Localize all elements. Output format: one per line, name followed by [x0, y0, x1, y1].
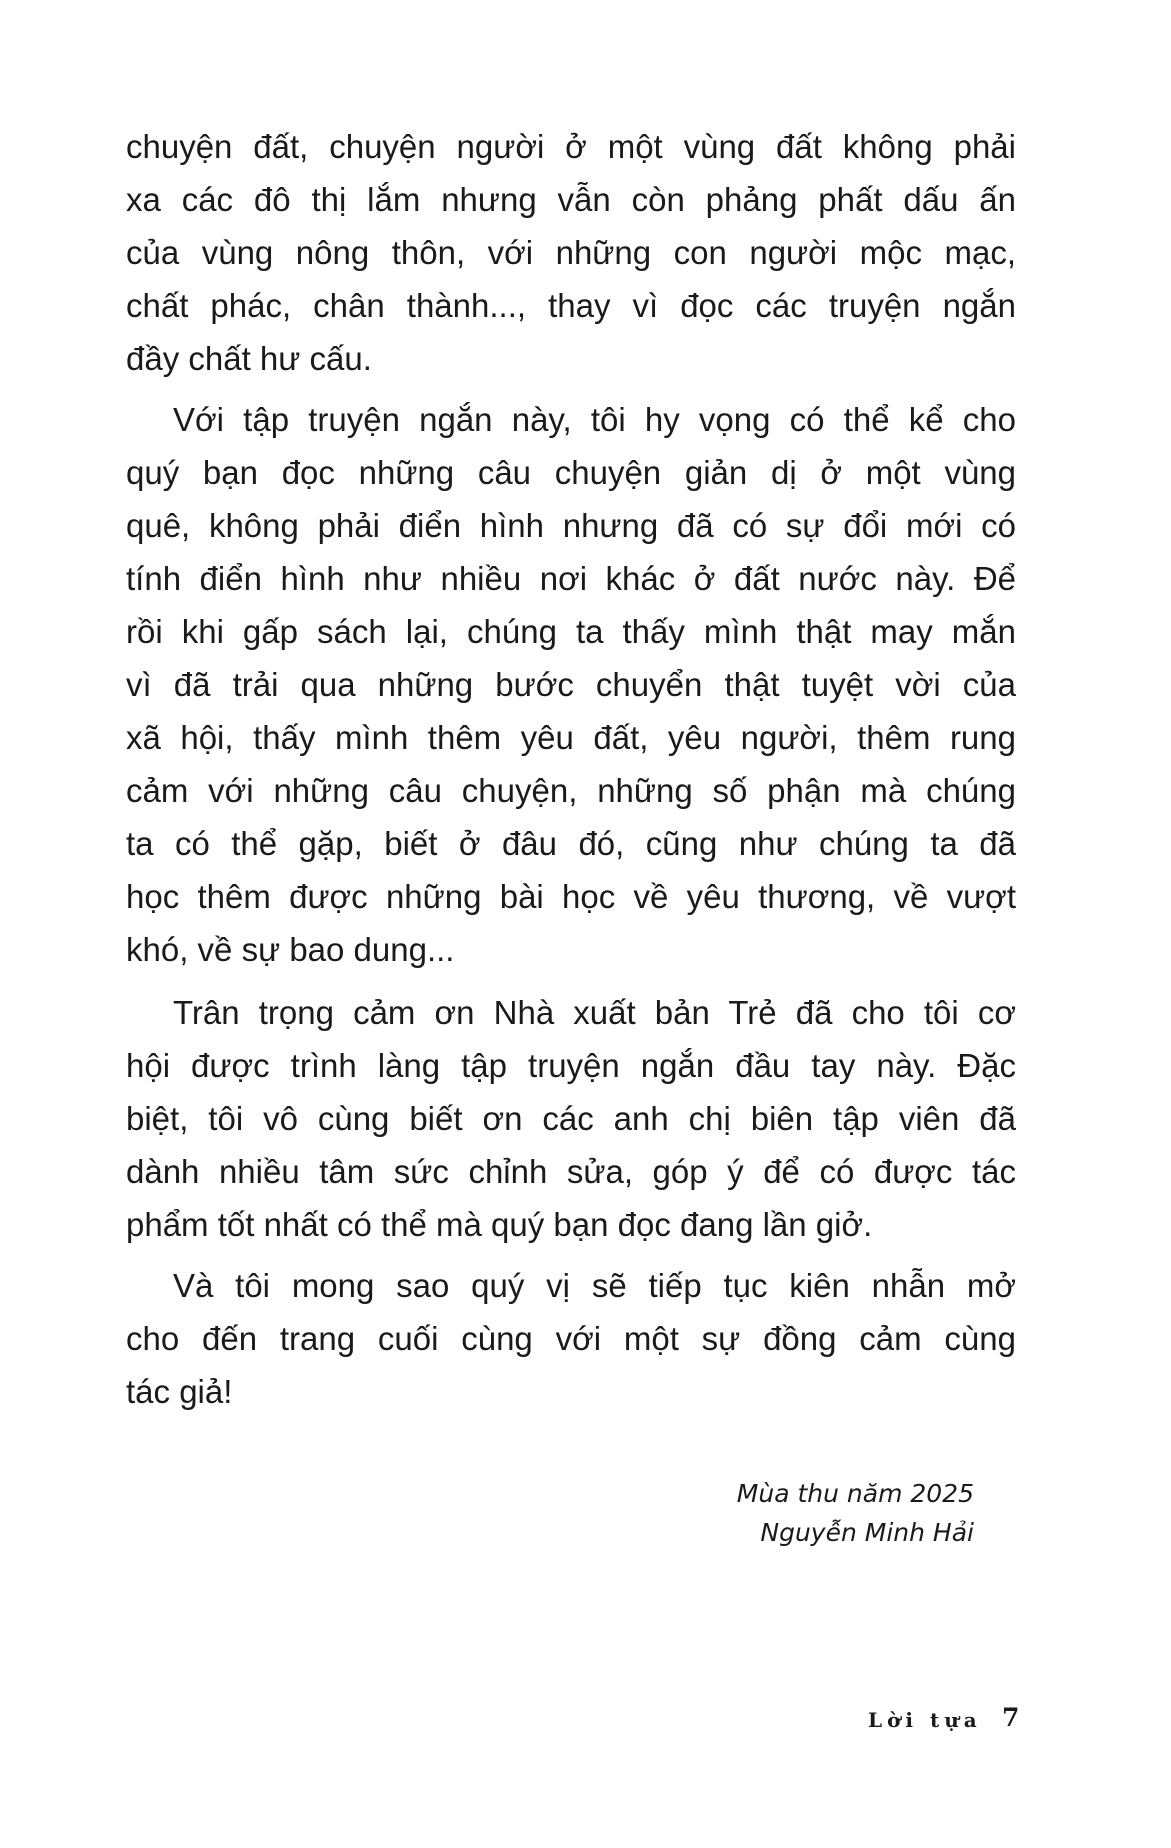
signature-date: Mùa thu năm 2025 [736, 1479, 974, 1508]
text-line: vì đã trải qua những bước chuyển thật tuyệt vời của [126, 666, 1016, 703]
text-line: cho đến trang cuối cùng với một sự đồng cảm cùng [126, 1320, 1016, 1357]
paragraph-3 [126, 986, 1016, 1251]
text-line: quý bạn đọc những câu chuyện giản dị ở một vùng [126, 454, 1016, 491]
text-line: tác giả! [126, 1373, 233, 1410]
text-line: quê, không phải điển hình nhưng đã có sự đổi mới có [126, 507, 1016, 544]
text-line: biệt, tôi vô cùng biết ơn các anh chị biên tập viên đã [126, 1100, 1016, 1137]
text-line: Với tập truyện ngắn này, tôi hy vọng có thể kể cho [173, 401, 1016, 438]
text-line: học thêm được những bài học về yêu thương, về vượt [126, 878, 1016, 915]
paragraph-4 [126, 1259, 1016, 1418]
text-line: rồi khi gấp sách lại, chúng ta thấy mình thật may mắn [126, 613, 1016, 650]
paragraph-1 [126, 120, 1016, 385]
text-line: xã hội, thấy mình thêm yêu đất, yêu người, thêm rung [126, 719, 1016, 756]
text-line: cảm với những câu chuyện, những số phận mà chúng [126, 772, 1016, 809]
text-line: Và tôi mong sao quý vị sẽ tiếp tục kiên nhẫn mở [173, 1267, 1016, 1304]
text-line: Trân trọng cảm ơn Nhà xuất bản Trẻ đã cho tôi cơ [173, 994, 1016, 1031]
signature-author: Nguyễn Minh Hải [760, 1518, 974, 1547]
text-line: dành nhiều tâm sức chỉnh sửa, góp ý để có được tác [126, 1153, 1016, 1190]
page-number: 7 [1002, 1703, 1020, 1732]
text-line: của vùng nông thôn, với những con người mộc mạc, [126, 234, 1016, 271]
text-line: xa các đô thị lắm nhưng vẫn còn phảng phất dấu ấn [126, 181, 1016, 218]
paragraph-2 [126, 393, 1016, 976]
text-line: đầy chất hư cấu. [126, 340, 372, 377]
text-line: khó, về sự bao dung... [126, 931, 455, 968]
text-line: tính điển hình như nhiều nơi khác ở đất nước này. Để [126, 560, 1016, 597]
running-footer-title: Lời tựa [868, 1708, 982, 1732]
text-line: chuyện đất, chuyện người ở một vùng đất không phải [126, 128, 1016, 165]
text-line: phẩm tốt nhất có thể mà quý bạn đọc đang lần giở. [126, 1206, 873, 1243]
text-line: ta có thể gặp, biết ở đâu đó, cũng như chúng ta đã [126, 825, 1016, 862]
text-line: chất phác, chân thành..., thay vì đọc các truyện ngắn [126, 287, 1016, 324]
text-line: hội được trình làng tập truyện ngắn đầu tay này. Đặc [126, 1047, 1016, 1084]
